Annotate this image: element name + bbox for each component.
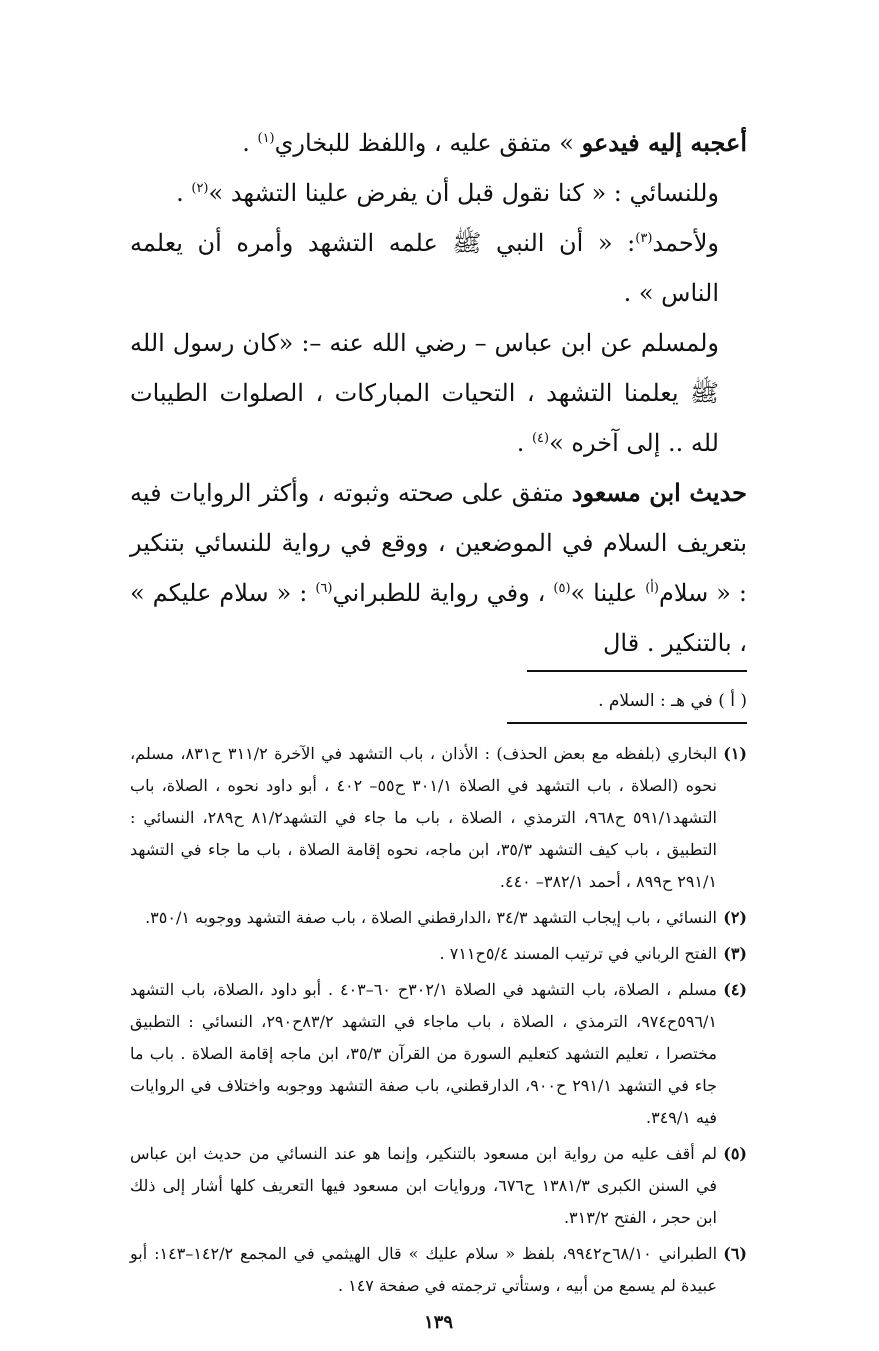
variant-divider [527, 670, 747, 672]
footnotes-divider [507, 722, 747, 724]
paragraph-3-start: ولأحمد [652, 229, 719, 257]
variant-ref-a: (أ) [645, 581, 659, 596]
paragraph-5-text-2: علينا » [570, 579, 646, 607]
paragraph-5-text-3: ، وفي رواية للطبراني [332, 579, 554, 607]
paragraph-1-end: . [242, 129, 258, 157]
footnote-number: (٦) [723, 1244, 747, 1263]
footnote-number: (٢) [723, 908, 747, 927]
main-text [130, 118, 747, 668]
footnote-ref-4: (٤) [531, 431, 550, 446]
footnote-2 [130, 902, 747, 934]
paragraph-4 [130, 318, 747, 468]
variant-note: ( أ ) في هـ : السلام . [598, 691, 747, 711]
paragraph-2 [130, 168, 747, 218]
footnote-1 [130, 738, 747, 898]
footnotes [130, 738, 747, 1302]
page-content [130, 118, 747, 1333]
footnote-text: البخاري (بلفظه مع بعض الحذف) : الأذان ، باب التشهد في الآخرة ٣١١/٢ ح٨٣١، مسلم، نحوه (الصلاة ، باب التشهد في الصلاة ٣٠١/١ ح٥٥– ٤٠٢ ، أبو داود نحوه ، الصلاة، باب التشهد٥٩١/١ ح٩٦٨، الترمذي ، الصلاة ، باب ما جاء في التشهد٨١/٢ ح٢٨٩، النسائي : التطبيق ، باب كيف التشهد ٣٥/٣، ابن ماجه، نحوه إقامة الصلاة ، باب ما جاء في التشهد ٢٩١/١ ح٨٩٩ ، أحمد ٣٨٢/١– ٤٤٠. [130, 744, 718, 891]
paragraph-2-end: . [176, 179, 192, 207]
footnote-number: (٣) [723, 944, 747, 963]
footnote-number: (١) [723, 744, 747, 763]
footnote-ref-3: (٣) [635, 231, 653, 246]
paragraph-1-bold: أعجبه إليه فيدعو [581, 128, 747, 157]
paragraph-5-text-4: : « سلام عليكم » ، بالتنكير . قال [130, 579, 747, 657]
footnote-ref-5: (٥) [553, 581, 571, 596]
footnote-text: لم أقف عليه من رواية ابن مسعود بالتنكير، وإنما هو عند النسائي من حديث ابن عباس في السنن الكبرى ١٣٨١/٣ ح٦٧٦، وروايات ابن مسعود فيها التعريف كلها أشار إلى ذلك ابن حجر ، الفتح ٣١٣/٢. [130, 1144, 717, 1227]
footnote-5 [130, 1138, 747, 1234]
paragraph-5-text-1: متفق على صحته وثبوته ، وأكثر الروايات فيه بتعريف السلام في الموضعين ، ووقع في رواية للنسائي بتنكير : « سلام [130, 479, 747, 607]
footnote-ref-6: (٦) [315, 581, 333, 596]
paragraph-3 [130, 218, 747, 318]
paragraph-1-text: » متفق عليه ، واللفظ للبخاري [274, 129, 582, 157]
footnote-text: الطبراني ٦٨/١٠ح٩٩٤٢، بلفظ « سلام عليك » قال الهيثمي في المجمع ١٤٢/٢–١٤٣: أبو عبيدة لم يسمع من أبيه ، وستأتي ترجمته في صفحة ١٤٧ . [130, 1244, 718, 1295]
paragraph-4-text: ولمسلم عن ابن عباس – رضي الله عنه –: «كان رسول الله ﷺ يعلمنا التشهد ، التحيات المباركات ، الصلوات الطيبات لله .. إلى آخره » [130, 329, 719, 457]
paragraph-5-bold: حديث ابن مسعود [571, 478, 748, 507]
footnote-number: (٥) [723, 1144, 747, 1163]
footnote-ref-1: (١) [257, 131, 275, 146]
paragraph-5 [130, 468, 747, 668]
footnote-text: مسلم ، الصلاة، باب التشهد في الصلاة ٣٠٢/١ح ٦٠–٤٠٣ . أبو داود ،الصلاة، باب التشهد ٥٩٦/١ح٩٧٤، الترمذي ، الصلاة ، باب ماجاء في التشهد ٨٣/٢ح٢٩٠، النسائي : التطبيق مختصرا ، تعليم التشهد كتعليم السورة من القرآن ٣٥/٣، ابن ماجه إقامة الصلاة . باب ما جاء في التشهد ٢٩١/١ ح٩٠٠، الدارقطني، باب صفة التشهد ووجوبه واختلاف في الروايات فيه ٣٤٩/١. [130, 980, 718, 1127]
footnote-4 [130, 974, 747, 1134]
footnote-text: الفتح الرباني في ترتيب المسند ٥/٤ح٧١١ . [439, 944, 717, 963]
paragraph-1 [130, 118, 747, 168]
paragraph-2-text: وللنسائي : « كنا نقول قبل أن يفرض علينا التشهد » [208, 179, 719, 207]
page-number: ١٣٩ [423, 1312, 453, 1333]
footnote-3 [130, 938, 747, 970]
paragraph-3-text: : « أن النبي ﷺ علمه التشهد وأمره أن يعلمه الناس » . [130, 229, 719, 307]
footnote-number: (٤) [723, 980, 747, 999]
paragraph-4-end: . [516, 429, 532, 457]
footnote-6 [130, 1238, 747, 1302]
footnote-text: النسائي ، باب إيجاب التشهد ٣٤/٣ ،الدارقطني الصلاة ، باب صفة التشهد ووجوبه ٣٥٠/١. [145, 908, 717, 927]
footnote-ref-2: (٢) [191, 181, 209, 196]
